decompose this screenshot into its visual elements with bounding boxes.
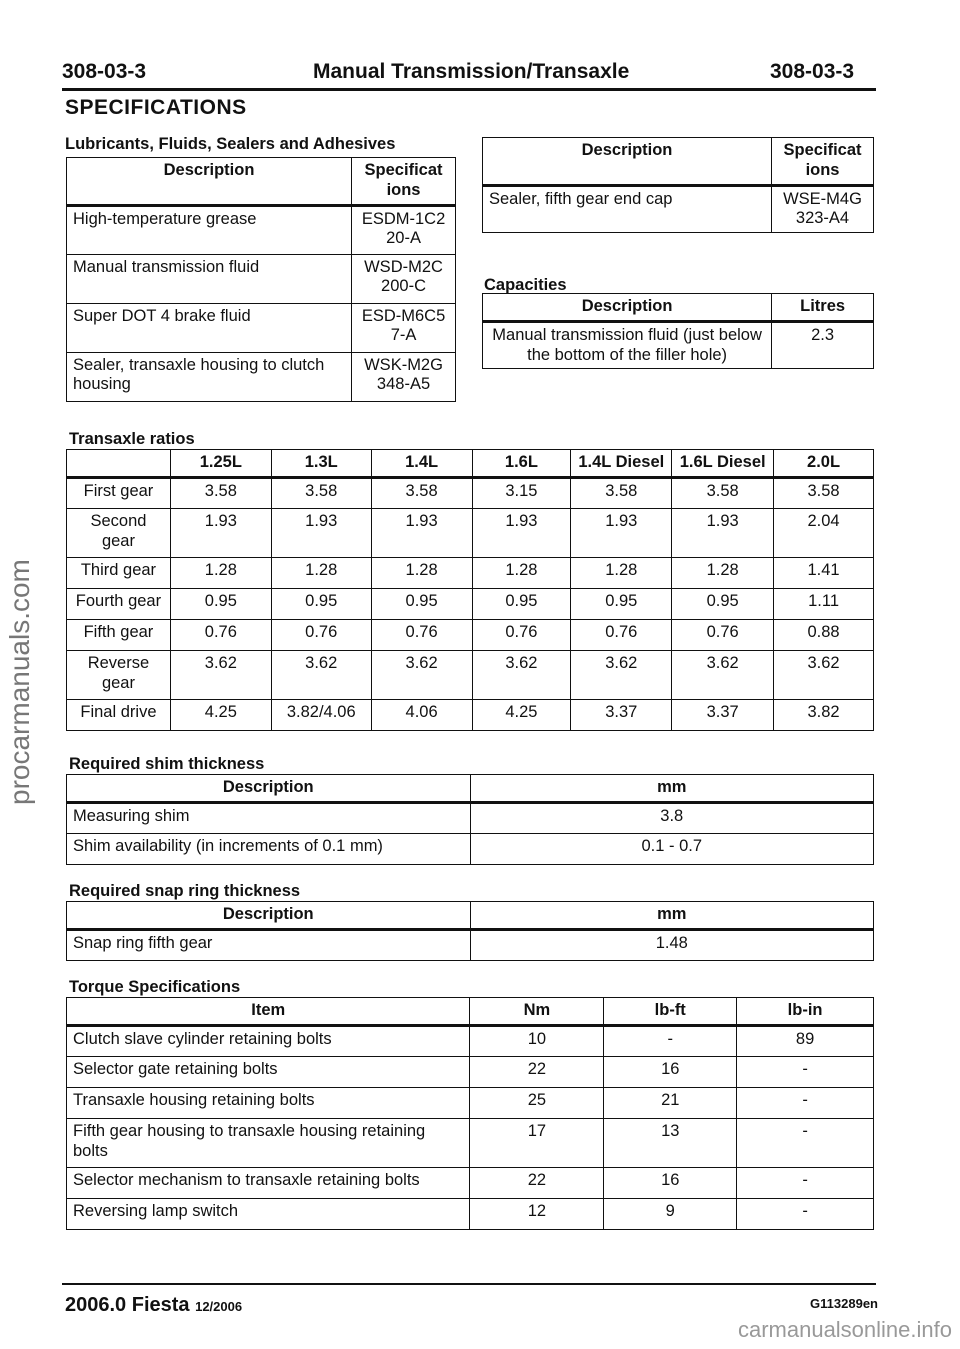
table-cell: 1.93 (472, 508, 571, 557)
table-cell: High-temperature grease (67, 205, 352, 254)
table-cell: 3.58 (271, 477, 371, 508)
table-cell: 16 (604, 1056, 737, 1087)
table-cell: 0.76 (371, 619, 472, 650)
table-cell: 22 (470, 1167, 604, 1198)
table-cell: 3.62 (371, 650, 472, 699)
table-row (67, 205, 456, 254)
table-row (67, 1167, 874, 1198)
shim-table (66, 774, 874, 865)
table-row (67, 650, 874, 699)
table-cell: 9 (604, 1198, 737, 1229)
table-cell: 1.28 (672, 557, 774, 588)
column-header: mm (470, 775, 873, 803)
table-cell: Final drive (67, 699, 171, 730)
table-row (67, 699, 874, 730)
column-header: lb-ft (604, 998, 737, 1026)
table-cell: Reversing lamp switch (67, 1198, 470, 1229)
capacities-table (482, 293, 874, 369)
table-cell: 0.76 (472, 619, 571, 650)
snap-title: Required snap ring thickness (69, 882, 301, 900)
table-row (67, 557, 874, 588)
table-cell: Sealer, fifth gear end cap (483, 185, 772, 233)
table-row (67, 588, 874, 619)
column-header: Specificat ions (772, 138, 874, 186)
table-cell: 1.28 (472, 557, 571, 588)
footer-rule (62, 1283, 876, 1285)
page-title: Manual Transmission/Transaxle (313, 60, 630, 83)
table-cell: Measuring shim (67, 802, 471, 833)
table-cell: 1.93 (571, 508, 672, 557)
table-row (67, 508, 874, 557)
table-cell: 1.28 (170, 557, 271, 588)
table-cell: ESDM-1C2 20-A (352, 205, 456, 254)
table-cell: WSD-M2C 200-C (352, 254, 456, 303)
table-cell: 17 (470, 1118, 604, 1167)
table-cell: 0.95 (472, 588, 571, 619)
table-cell: 0.76 (271, 619, 371, 650)
column-header: 1.3L (271, 450, 371, 478)
table-cell: 1.48 (470, 929, 873, 960)
column-header: Description (483, 138, 772, 186)
table-cell: 1.93 (371, 508, 472, 557)
sealer-table (482, 137, 874, 233)
column-header: 1.6L Diesel (672, 450, 774, 478)
table-cell: 0.1 - 0.7 (470, 833, 873, 864)
table-cell: Super DOT 4 brake fluid (67, 303, 352, 352)
torque-table (66, 997, 874, 1230)
table-cell: 3.62 (170, 650, 271, 699)
table-cell: 0.76 (571, 619, 672, 650)
table-cell: 3.62 (571, 650, 672, 699)
table-cell: 0.95 (371, 588, 472, 619)
column-header: Description (67, 158, 352, 206)
table-row (67, 833, 874, 864)
table-cell: Fifth gear housing to transaxle housing retaining bolts (67, 1118, 470, 1167)
table-cell: Selector gate retaining bolts (67, 1056, 470, 1087)
table-cell: - (737, 1056, 874, 1087)
table-cell: Second gear (67, 508, 171, 557)
footer-edition-label: 2006.0 Fiesta (65, 1294, 190, 1316)
table-row (67, 1198, 874, 1229)
table-cell: 1.28 (271, 557, 371, 588)
table-cell: 3.8 (470, 802, 873, 833)
column-header: Description (67, 775, 471, 803)
table-cell: 21 (604, 1087, 737, 1118)
table-row (67, 352, 456, 401)
table-cell: 3.82/4.06 (271, 699, 371, 730)
column-header: Description (483, 294, 772, 322)
column-header: 1.4L (371, 450, 472, 478)
table-cell: WSE-M4G 323-A4 (772, 185, 874, 233)
table-row (67, 303, 456, 352)
column-header: 1.25L (170, 450, 271, 478)
table-cell: 3.58 (774, 477, 874, 508)
table-cell: 3.62 (472, 650, 571, 699)
table-cell: 3.58 (571, 477, 672, 508)
table-cell: 3.82 (774, 699, 874, 730)
table-cell: 3.37 (672, 699, 774, 730)
table-cell: Snap ring fifth gear (67, 929, 471, 960)
table-cell: 1.28 (571, 557, 672, 588)
table-cell: 12 (470, 1198, 604, 1229)
page-number-left: 308-03-3 (62, 60, 147, 83)
column-header: 1.6L (472, 450, 571, 478)
bottom-watermark: carmanualsonline.info (737, 1317, 952, 1342)
table-cell: Third gear (67, 557, 171, 588)
table-cell: 25 (470, 1087, 604, 1118)
table-cell: - (737, 1118, 874, 1167)
footer-date: 12/2006 (195, 1299, 243, 1314)
table-row (67, 619, 874, 650)
ratios-table (66, 449, 874, 731)
table-cell: 0.95 (672, 588, 774, 619)
table-cell: WSK-M2G 348-A5 (352, 352, 456, 401)
table-cell: 2.3 (772, 321, 874, 369)
table-cell: 4.25 (472, 699, 571, 730)
column-header: Specificat ions (352, 158, 456, 206)
table-cell: Transaxle housing retaining bolts (67, 1087, 470, 1118)
table-cell: Clutch slave cylinder retaining bolts (67, 1025, 470, 1056)
table-cell: Selector mechanism to transaxle retaining bolts (67, 1167, 470, 1198)
table-row (67, 1118, 874, 1167)
table-row (483, 321, 874, 369)
footer-code: G113289en (810, 1296, 878, 1311)
side-watermark: procarmanuals.com (4, 559, 35, 805)
table-cell: Fifth gear (67, 619, 171, 650)
table-cell: 22 (470, 1056, 604, 1087)
table-cell: 4.25 (170, 699, 271, 730)
table-cell: 13 (604, 1118, 737, 1167)
table-cell: 1.11 (774, 588, 874, 619)
table-cell: 3.62 (774, 650, 874, 699)
footer-edition (65, 1294, 242, 1317)
page-number-right: 308-03-3 (770, 60, 855, 83)
column-header: Litres (772, 294, 874, 322)
table-cell: 89 (737, 1025, 874, 1056)
table-cell: 3.15 (472, 477, 571, 508)
table-row (67, 254, 456, 303)
table-cell: 0.95 (571, 588, 672, 619)
table-cell: Manual transmission fluid (67, 254, 352, 303)
table-cell: 3.58 (371, 477, 472, 508)
snap-table (66, 901, 874, 961)
table-cell: 10 (470, 1025, 604, 1056)
table-cell: Shim availability (in increments of 0.1 mm) (67, 833, 471, 864)
lubricants-title: Lubricants, Fluids, Sealers and Adhesives (65, 135, 396, 153)
table-cell: 2.04 (774, 508, 874, 557)
table-cell: 3.37 (571, 699, 672, 730)
column-header: mm (470, 902, 873, 930)
column-header: Description (67, 902, 471, 930)
table-cell: - (737, 1087, 874, 1118)
table-row (67, 1087, 874, 1118)
lubricants-table (66, 157, 456, 402)
table-cell: 3.62 (672, 650, 774, 699)
capacities-title: Capacities (484, 276, 567, 294)
table-cell: Reverse gear (67, 650, 171, 699)
table-cell: 3.58 (170, 477, 271, 508)
table-cell: ESD-M6C5 7-A (352, 303, 456, 352)
table-cell: Fourth gear (67, 588, 171, 619)
table-row (67, 1025, 874, 1056)
table-cell: - (604, 1025, 737, 1056)
table-cell: 3.58 (672, 477, 774, 508)
torque-title: Torque Specifications (69, 978, 241, 996)
table-row (483, 185, 874, 233)
table-cell: 4.06 (371, 699, 472, 730)
table-cell: - (737, 1198, 874, 1229)
ratios-title: Transaxle ratios (69, 430, 195, 448)
table-cell: 3.62 (271, 650, 371, 699)
table-cell: 0.76 (672, 619, 774, 650)
table-cell: 0.76 (170, 619, 271, 650)
column-header: 1.4L Diesel (571, 450, 672, 478)
column-header: 2.0L (774, 450, 874, 478)
table-cell: 1.28 (371, 557, 472, 588)
table-row (67, 929, 874, 960)
table-row (67, 477, 874, 508)
column-header: Item (67, 998, 470, 1026)
table-cell: Manual transmission fluid (just below the bottom of the filler hole) (483, 321, 772, 369)
table-row (67, 1056, 874, 1087)
column-header: Nm (470, 998, 604, 1026)
shim-title: Required shim thickness (69, 755, 265, 773)
header-rule (62, 88, 876, 91)
table-cell: 1.93 (672, 508, 774, 557)
table-cell: 1.93 (271, 508, 371, 557)
table-cell: 0.95 (170, 588, 271, 619)
table-cell: - (737, 1167, 874, 1198)
section-title: SPECIFICATIONS (65, 96, 247, 119)
column-header (67, 450, 171, 478)
table-cell: 16 (604, 1167, 737, 1198)
table-cell: 0.95 (271, 588, 371, 619)
table-cell: 1.93 (170, 508, 271, 557)
column-header: lb-in (737, 998, 874, 1026)
table-cell: 0.88 (774, 619, 874, 650)
table-row (67, 802, 874, 833)
table-cell: 1.41 (774, 557, 874, 588)
table-cell: Sealer, transaxle housing to clutch housing (67, 352, 352, 401)
table-cell: First gear (67, 477, 171, 508)
